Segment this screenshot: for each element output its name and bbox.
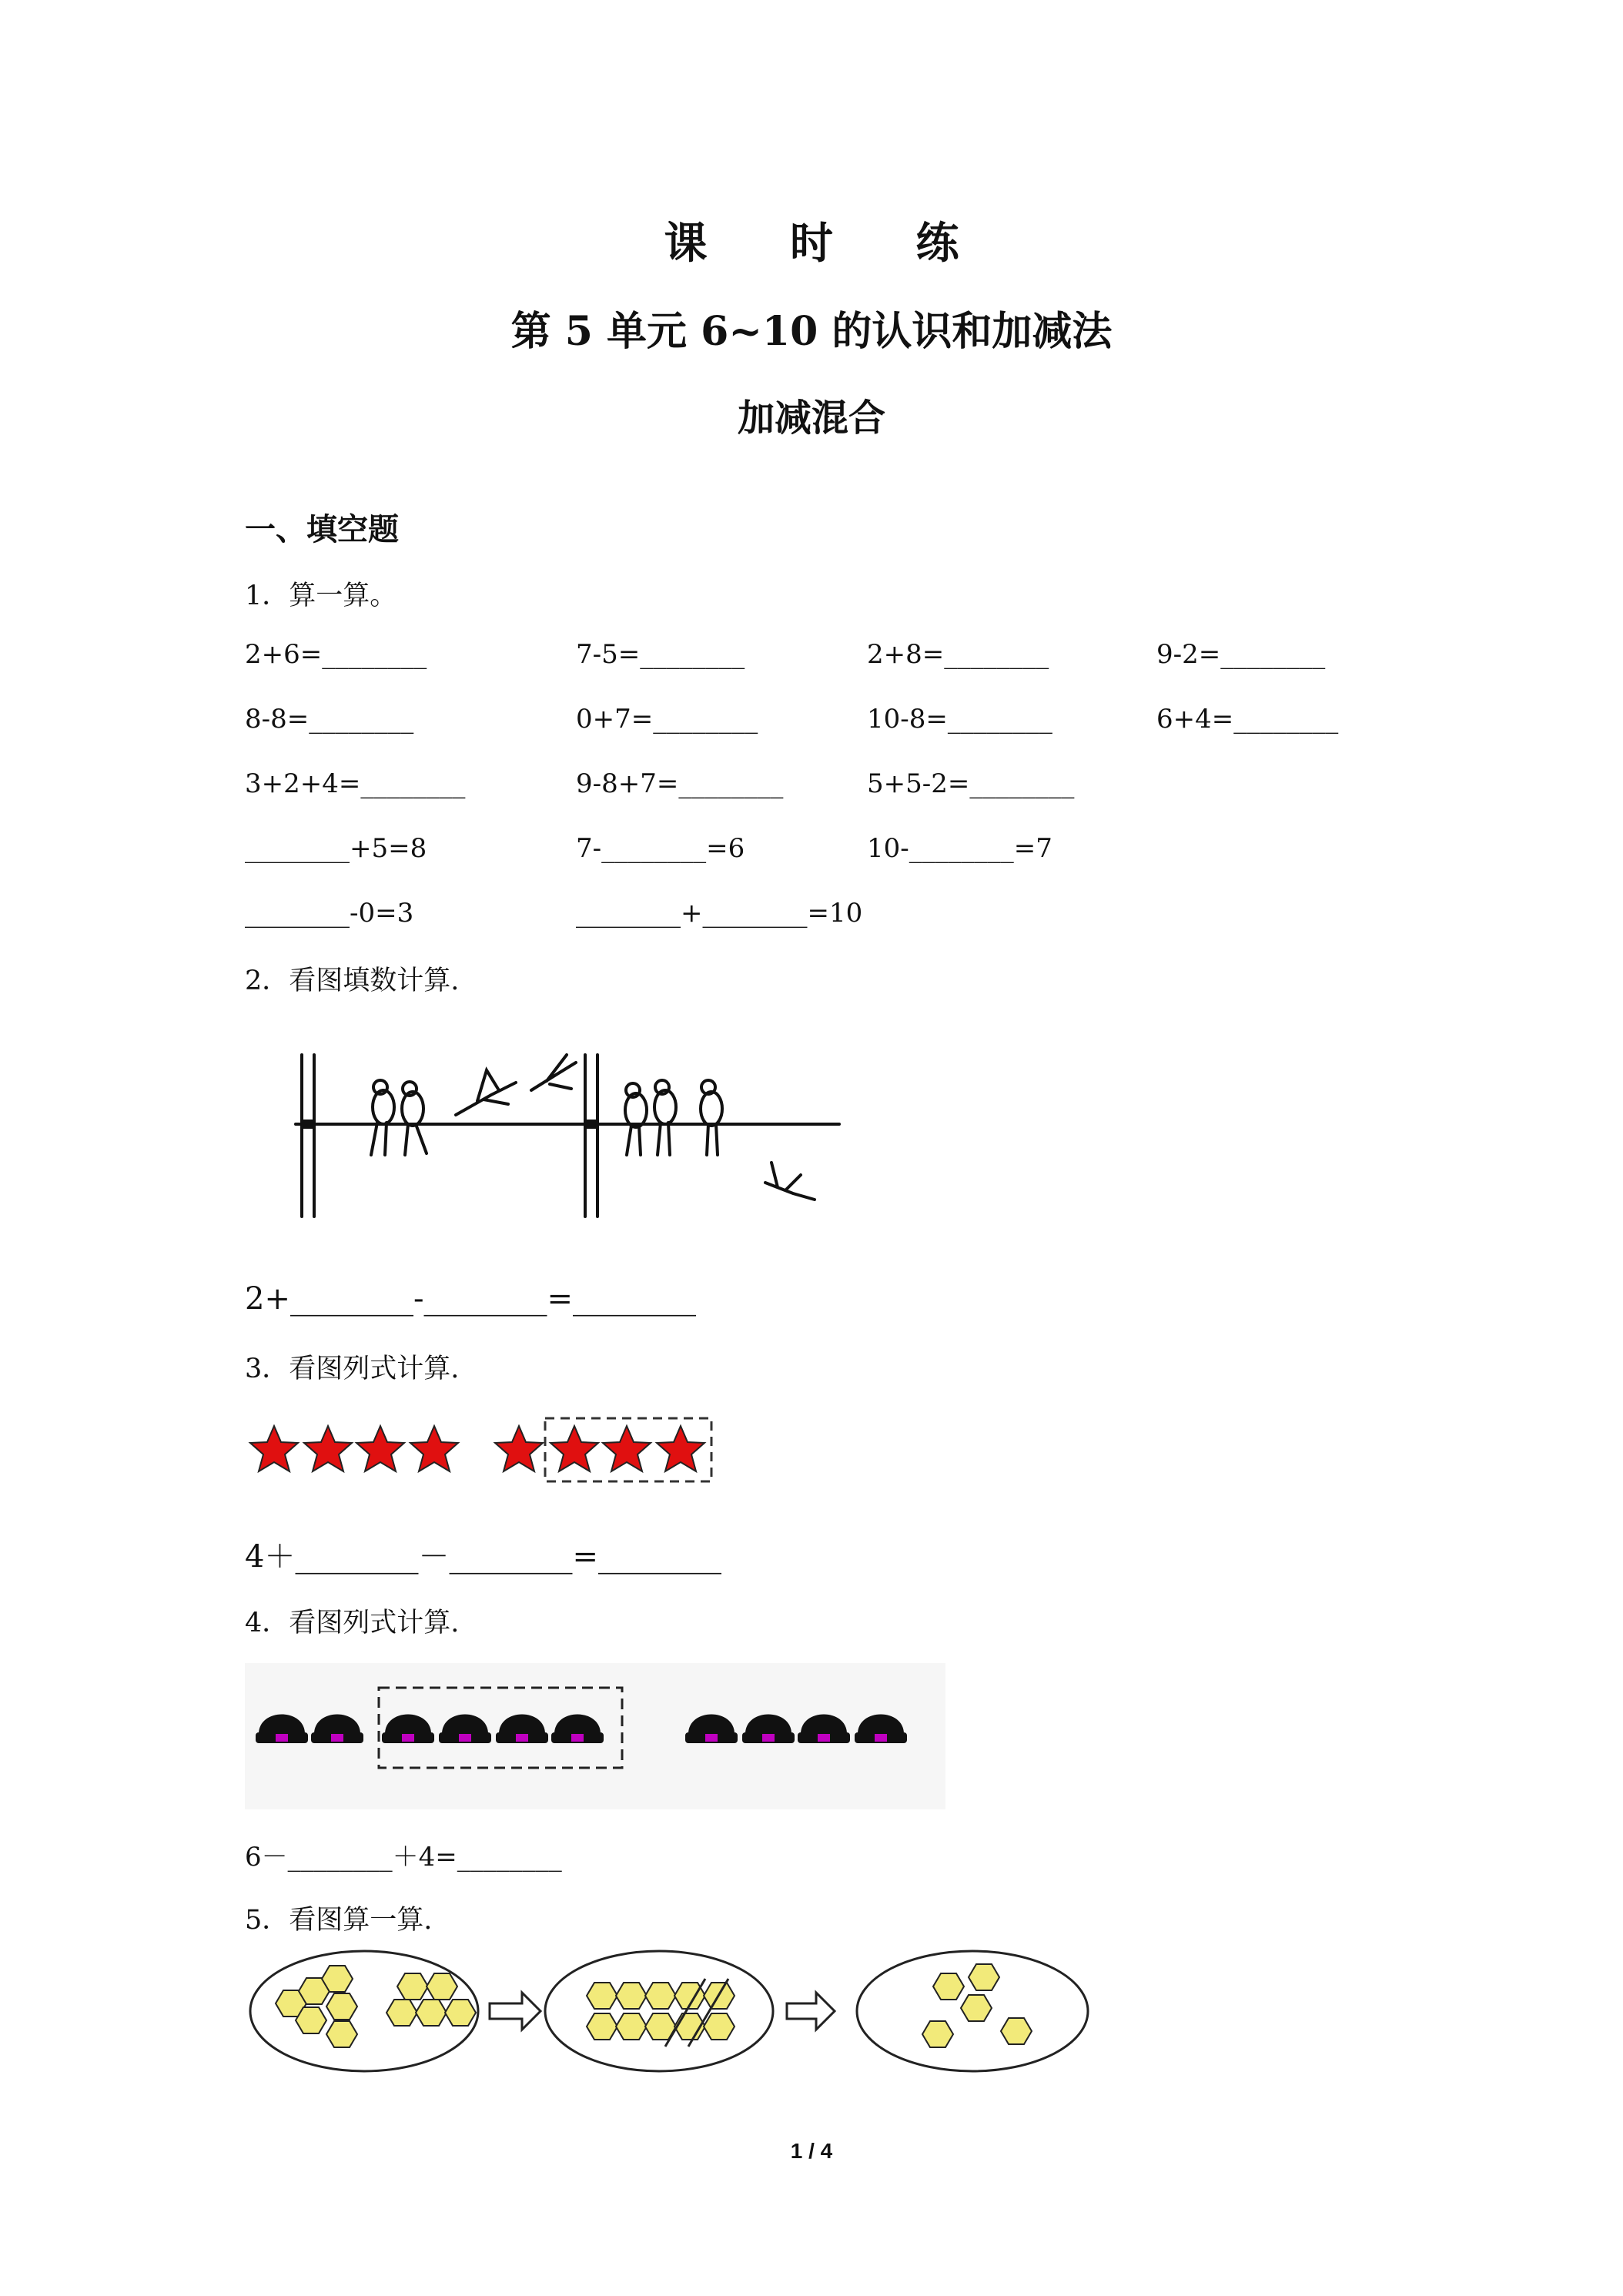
star-icon xyxy=(657,1426,704,1471)
q1-item[interactable]: 0+7=________ xyxy=(576,704,758,735)
coin-icon xyxy=(645,1983,676,2009)
q1-item[interactable]: 6+4=________ xyxy=(1156,704,1339,735)
flying-bird-icon xyxy=(765,1163,815,1200)
flying-bird-icon xyxy=(456,1070,516,1115)
coin-icon xyxy=(326,2021,357,2047)
coins-figure xyxy=(245,1948,1099,2079)
q3-equation[interactable]: 4＋________－________=________ xyxy=(245,1539,721,1575)
star-icon xyxy=(495,1426,543,1471)
coin-icon xyxy=(397,1973,428,2000)
q2-equation[interactable]: 2+________-________=________ xyxy=(245,1281,696,1317)
coin-icon xyxy=(922,2021,953,2047)
section-heading: 一、填空题 xyxy=(245,512,399,547)
star-icon xyxy=(550,1426,598,1471)
star-icon xyxy=(250,1426,298,1471)
q1-item[interactable]: 10-________=7 xyxy=(867,833,1052,864)
coin-icon xyxy=(296,2007,326,2033)
coin-icon xyxy=(427,1973,457,2000)
birds-on-wire-figure xyxy=(285,1039,862,1232)
coin-icon xyxy=(416,2000,447,2026)
q2-prompt: 2．看图填数计算. xyxy=(245,966,460,996)
page-number: 1 / 4 xyxy=(790,2139,833,2163)
q1-item[interactable]: ________-0=3 xyxy=(245,898,414,929)
bird-icon xyxy=(371,1080,394,1155)
q5-prompt: 5．看图算一算. xyxy=(245,1905,433,1936)
coin-icon xyxy=(704,2013,735,2040)
q1-item[interactable]: 9-8+7=________ xyxy=(576,768,784,799)
coin-icon xyxy=(445,2000,476,2026)
q1-prompt: 1．算一算。 xyxy=(245,581,397,611)
q4-equation[interactable]: 6－________＋4=________ xyxy=(245,1842,562,1873)
coin-icon xyxy=(387,2000,417,2026)
q1-item[interactable]: 2+6=________ xyxy=(245,639,427,670)
bird-icon xyxy=(654,1080,676,1155)
q1-item[interactable]: 3+2+4=________ xyxy=(245,768,466,799)
coin-icon xyxy=(616,1983,647,2009)
bird-icon xyxy=(701,1080,722,1155)
q1-item[interactable]: 2+8=________ xyxy=(867,639,1049,670)
q1-item[interactable]: ________+5=8 xyxy=(245,833,427,864)
phones-figure xyxy=(245,1663,945,1809)
coin-icon xyxy=(1001,2018,1032,2044)
q4-prompt: 4．看图列式计算. xyxy=(245,1608,460,1638)
q1-item[interactable]: 8-8=________ xyxy=(245,704,414,735)
page-title: 课 时 练 xyxy=(664,218,993,269)
q1-item[interactable]: 7-________=6 xyxy=(576,833,745,864)
q3-prompt: 3．看图列式计算. xyxy=(245,1354,460,1384)
flying-bird-icon xyxy=(531,1055,576,1090)
q1-item[interactable]: 10-8=________ xyxy=(867,704,1052,735)
coin-icon xyxy=(616,2013,647,2040)
q1-item[interactable]: 9-2=________ xyxy=(1156,639,1326,670)
star-icon xyxy=(356,1426,404,1471)
lesson-title: 加减混合 xyxy=(737,397,885,440)
star-icon xyxy=(603,1426,651,1471)
q1-item[interactable]: 7-5=________ xyxy=(576,639,745,670)
unit-title: 第 5 单元 6~10 的认识和加减法 xyxy=(510,308,1113,355)
coin-icon xyxy=(961,1995,992,2021)
q1-item[interactable]: 5+5-2=________ xyxy=(867,768,1075,799)
coin-icon xyxy=(933,1973,964,2000)
coin-icon xyxy=(322,1966,353,1992)
coin-icon xyxy=(587,2013,617,2040)
bird-icon xyxy=(402,1082,427,1155)
coin-icon xyxy=(969,1964,999,1990)
star-icon xyxy=(304,1426,352,1471)
q1-item[interactable]: ________+________=10 xyxy=(576,898,863,929)
bird-icon xyxy=(625,1083,647,1155)
coin-icon xyxy=(587,1983,617,2009)
star-icon xyxy=(410,1426,458,1471)
coin-icon xyxy=(326,1993,357,2020)
stars-figure xyxy=(245,1409,738,1494)
